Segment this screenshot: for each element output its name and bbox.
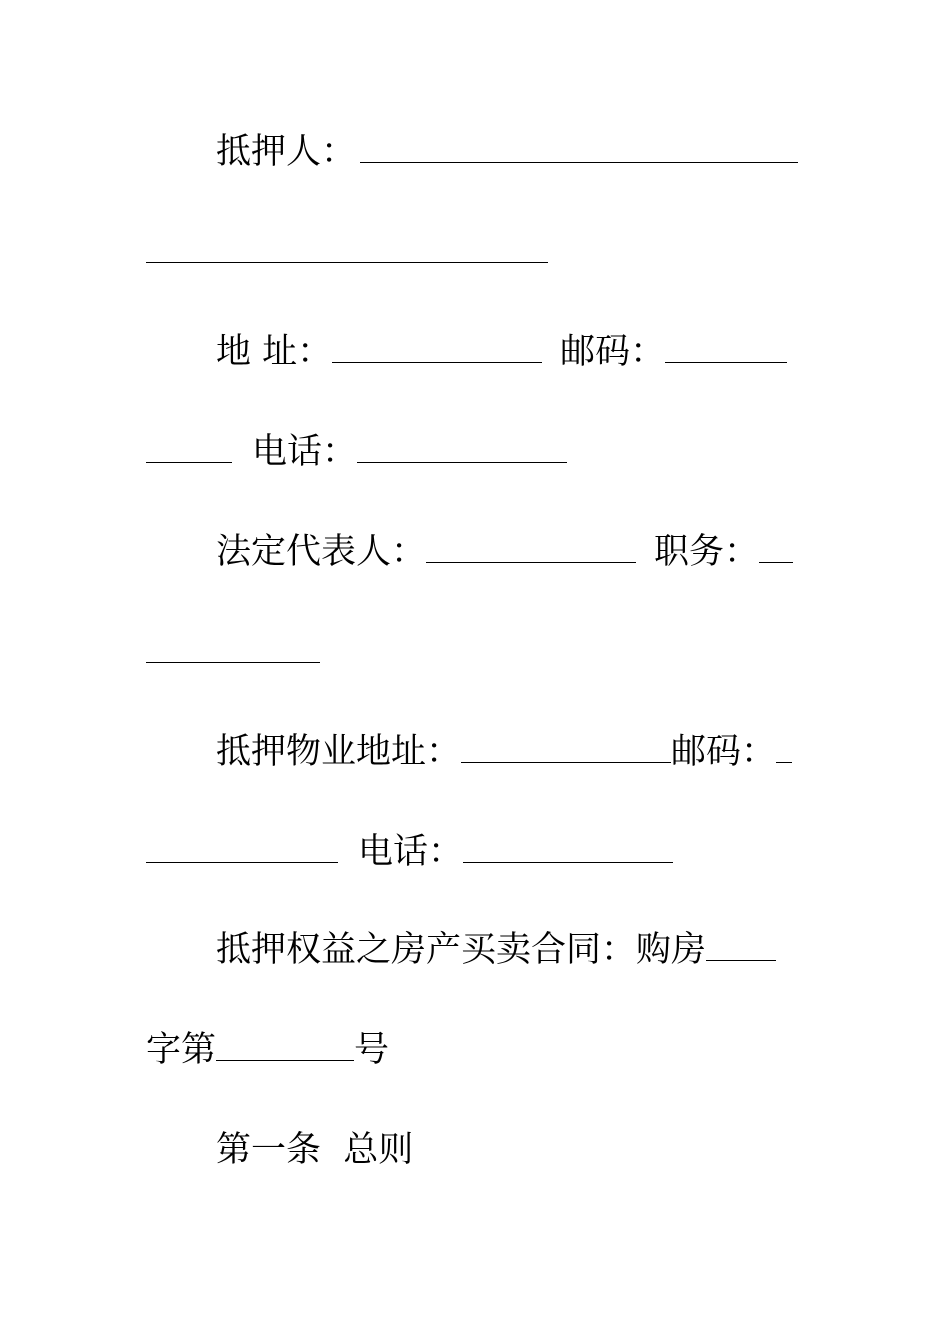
phone-line: [146, 429, 794, 475]
contract-number-suffix: 号: [354, 1030, 390, 1070]
contract-char-blank[interactable]: [706, 928, 776, 961]
legal-rep-blank[interactable]: [426, 530, 636, 563]
mortgagor-continuation-line: [146, 229, 794, 275]
legal-rep-label: 法定代表人：: [216, 532, 427, 572]
phone-label: 电话：: [252, 432, 358, 472]
contract-number-blank[interactable]: [216, 1028, 354, 1061]
postcode-label: 邮码：: [560, 332, 666, 372]
legal-rep-line: [146, 529, 864, 575]
mortgagor-label: 抵押人：: [216, 132, 357, 172]
phone-blank[interactable]: [357, 430, 567, 463]
position-blank[interactable]: [759, 530, 793, 563]
mortgagor-line: [146, 129, 864, 175]
article-one-title: 第一条 总则: [216, 1130, 414, 1170]
property-postcode-blank[interactable]: [776, 730, 792, 763]
position-continuation-blank[interactable]: [146, 630, 320, 663]
contract-line: [146, 927, 864, 973]
property-address-line: [146, 729, 864, 775]
article-one-heading: [146, 1127, 864, 1173]
postcode-continuation-blank[interactable]: [146, 430, 232, 463]
address-line: [146, 329, 864, 375]
property-address-label: 抵押物业地址：: [216, 732, 462, 772]
position-continuation-line: [146, 629, 794, 675]
property-phone-blank[interactable]: [463, 830, 673, 863]
position-label: 职务：: [654, 532, 760, 572]
property-address-blank[interactable]: [461, 730, 671, 763]
property-postcode-label: 邮码：: [671, 732, 777, 772]
property-phone-label: 电话：: [358, 832, 464, 872]
property-phone-line: [146, 829, 794, 875]
address-blank[interactable]: [332, 330, 542, 363]
contract-char-label: 字第: [146, 1030, 217, 1070]
mortgagor-continuation-blank[interactable]: [146, 230, 548, 263]
mortgagor-blank[interactable]: [360, 130, 798, 163]
address-label: 地 址：: [216, 332, 333, 372]
contract-label: 抵押权益之房产买卖合同：购房: [216, 930, 707, 970]
postcode-blank[interactable]: [665, 330, 787, 363]
contract-number-line: [146, 1027, 794, 1073]
property-postcode-continuation-blank[interactable]: [146, 830, 338, 863]
